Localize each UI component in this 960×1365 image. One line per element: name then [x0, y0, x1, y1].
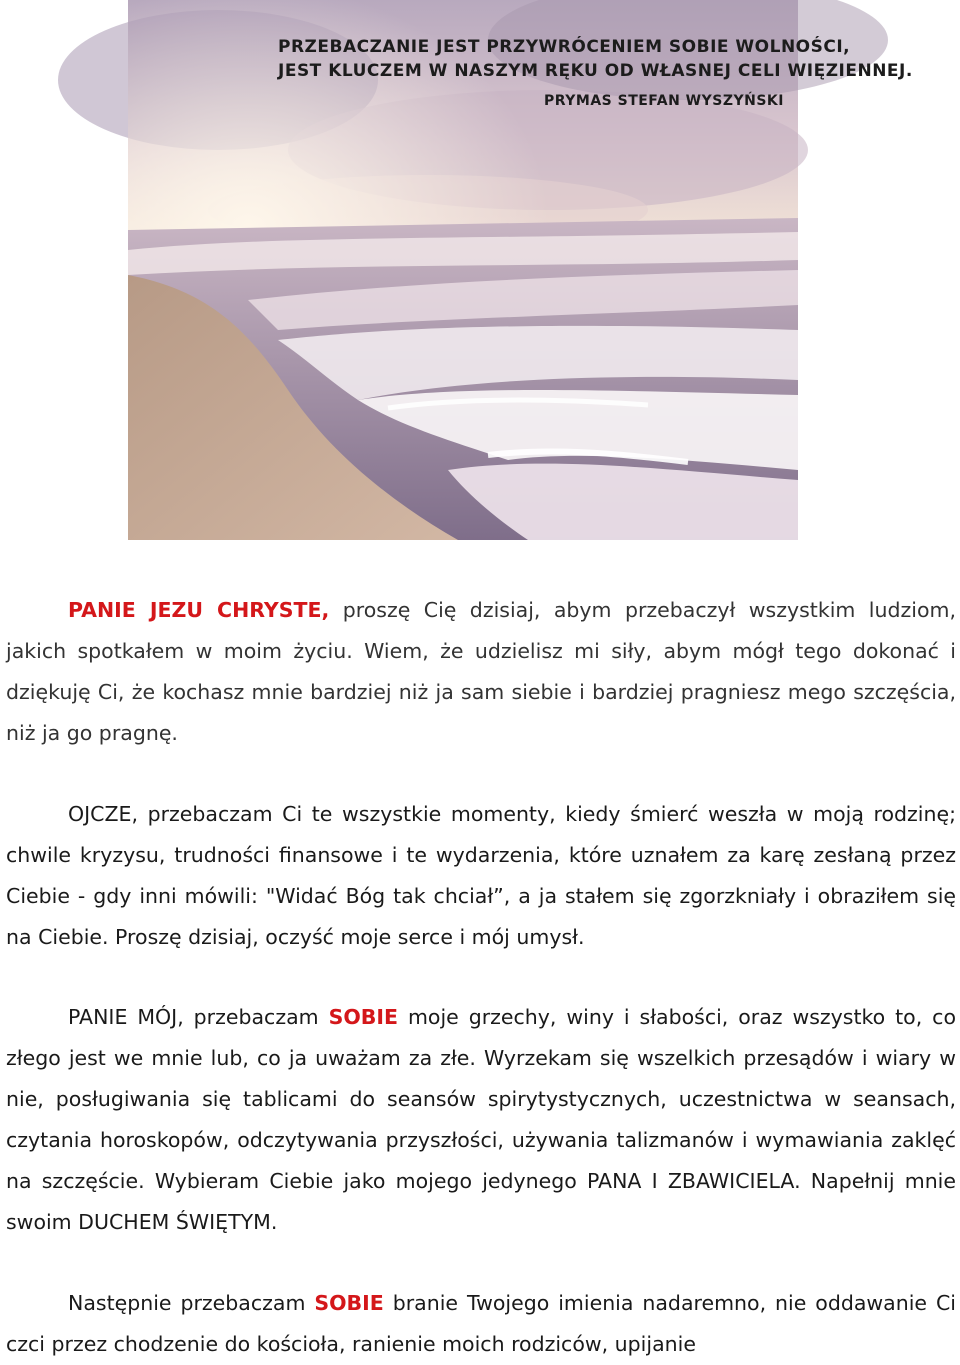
paragraph-text-before: PANIE MÓJ, przebaczam [68, 1005, 329, 1029]
quote-author: PRYMAS STEFAN WYSZYŃSKI [543, 93, 784, 109]
paragraph-ojcze [6, 794, 956, 958]
highlight-sobie: SOBIE [314, 1291, 384, 1315]
seascape-photo [128, 0, 913, 540]
paragraph-text-before: Następnie przebaczam [68, 1291, 315, 1315]
paragraph-text-after: branie Twojego imienia nadaremno, nie oddawanie Ci czci przez chodzenie do kościoła, ranienie moich rodziców, upijanie [6, 1291, 956, 1356]
paragraph-nastepnie [6, 1283, 956, 1365]
paragraph-text: proszę Cię dzisiaj, abym przebaczył wszystkim ludziom, jakich spotkałem w moim życiu. Wiem, że udzielisz mi siły, abym mógł tego dokonać i dziękuję Ci, że kochasz mnie bardziej niż ja sam siebie i bardziej pragniesz mego szczęścia, niż ja go pragnę. [6, 598, 956, 745]
paragraph-text-after: moje grzechy, winy i słabości, oraz wszystko to, co złego jest we mnie lub, co ja uważam za złe. Wyrzekam się wszelkich przesądów i wiary w nie, posługiwania się tablicami do seansów spirytystycznych, uczestnictwa w seansach, czytania horoskopów, odczytywania przyszłości, używania talizmanów i wymawiania zaklęć na szczęście. Wybieram Ciebie jako mojego jedynego PANA I ZBAWICIELA. Napełnij mnie swoim DUCHEM ŚWIĘTYM. [6, 1005, 956, 1234]
highlight-sobie: SOBIE [328, 1005, 399, 1029]
paragraph-panie-jezu [6, 590, 956, 754]
paragraph-lead: PANIE JEZU CHRYSTE, [68, 598, 330, 622]
quote-line-2: JEST KLUCZEM W NASZYM RĘKU OD WŁASNEJ CELI WIĘZIENNEJ. [278, 61, 913, 81]
paragraph-text: OJCZE, przebaczam Ci te wszystkie momenty, kiedy śmierć weszła w moją rodzinę; chwile kryzysu, trudności finansowe i te wydarzenia, które uznałem za karę zesłaną przez Ciebie - gdy inni mówili: "Widać Bóg tak chciał”, a ja stałem się zgorzkniały i obraziłem się na Ciebie. Proszę dzisiaj, oczyść moje serce i mój umysł. [6, 802, 956, 949]
quote-line-1: PRZEBACZANIE JEST PRZYWRÓCENIEM SOBIE WOLNOŚCI, [278, 37, 851, 57]
paragraph-panie-moj [6, 997, 956, 1243]
